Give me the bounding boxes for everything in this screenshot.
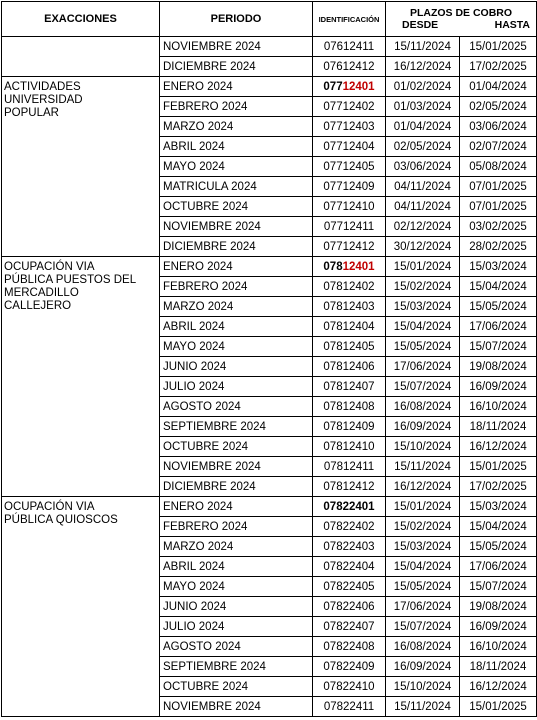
identificacion-cell: 07812404 — [313, 317, 386, 337]
periodo-cell: ENERO 2024 — [160, 497, 313, 517]
periodo-cell: AGOSTO 2024 — [160, 397, 313, 417]
hasta-cell: 19/08/2024 — [460, 357, 537, 377]
identificacion-cell: 07822406 — [313, 597, 386, 617]
periodo-cell: MARZO 2024 — [160, 117, 313, 137]
hasta-cell: 15/01/2025 — [460, 457, 537, 477]
periodo-cell: FEBRERO 2024 — [160, 97, 313, 117]
periodo-cell: JUNIO 2024 — [160, 357, 313, 377]
hasta-cell: 15/01/2025 — [460, 697, 537, 717]
identificacion-cell: 07822403 — [313, 537, 386, 557]
desde-cell: 15/01/2024 — [386, 497, 460, 517]
periodo-cell: DICIEMBRE 2024 — [160, 477, 313, 497]
identificacion-cell: 07712410 — [313, 197, 386, 217]
hasta-cell: 15/03/2024 — [460, 497, 537, 517]
hasta-cell: 28/02/2025 — [460, 237, 537, 257]
identificacion-cell: 07612412 — [313, 57, 386, 77]
identificacion-cell: 07812409 — [313, 417, 386, 437]
identificacion-cell: 07822405 — [313, 577, 386, 597]
exaccion-cell — [2, 37, 160, 77]
desde-cell: 15/03/2024 — [386, 297, 460, 317]
periodo-cell: SEPTIEMBRE 2024 — [160, 417, 313, 437]
hasta-cell: 16/09/2024 — [460, 617, 537, 637]
desde-cell: 15/03/2024 — [386, 537, 460, 557]
identificacion-cell: 07822401 — [313, 497, 386, 517]
periodo-cell: JULIO 2024 — [160, 377, 313, 397]
identificacion-cell: 07822411 — [313, 697, 386, 717]
desde-cell: 15/10/2024 — [386, 437, 460, 457]
exaccion-line: PÚBLICA PUESTOS DEL — [4, 274, 137, 286]
identificacion-cell: 07712411 — [313, 217, 386, 237]
header-hasta: HASTA — [494, 19, 530, 31]
desde-cell: 15/11/2024 — [386, 37, 460, 57]
desde-cell: 03/06/2024 — [386, 157, 460, 177]
hasta-cell: 15/05/2024 — [460, 537, 537, 557]
periodo-cell: ENERO 2024 — [160, 257, 313, 277]
periodo-cell: MAYO 2024 — [160, 157, 313, 177]
identificacion-cell: 07712405 — [313, 157, 386, 177]
hasta-cell: 15/04/2024 — [460, 277, 537, 297]
hasta-cell: 15/07/2024 — [460, 577, 537, 597]
desde-cell: 15/07/2024 — [386, 377, 460, 397]
identificacion-suffix: 12401 — [342, 80, 375, 93]
desde-cell: 16/08/2024 — [386, 397, 460, 417]
cobro-table — [1, 1, 537, 717]
identificacion-cell: 07712403 — [313, 117, 386, 137]
identificacion-cell: 07712404 — [313, 137, 386, 157]
table-row — [2, 37, 537, 57]
hasta-cell: 15/01/2025 — [460, 37, 537, 57]
hasta-cell: 17/02/2025 — [460, 477, 537, 497]
identificacion-cell: 07812410 — [313, 437, 386, 457]
desde-cell: 02/12/2024 — [386, 217, 460, 237]
desde-cell: 15/04/2024 — [386, 317, 460, 337]
hasta-cell: 16/12/2024 — [460, 677, 537, 697]
desde-cell: 17/06/2024 — [386, 357, 460, 377]
exaccion-line: OCUPACIÓN VIA — [4, 261, 95, 273]
desde-cell: 15/05/2024 — [386, 577, 460, 597]
hasta-cell: 07/01/2025 — [460, 177, 537, 197]
periodo-cell: NOVIEMBRE 2024 — [160, 457, 313, 477]
hasta-cell: 19/08/2024 — [460, 597, 537, 617]
desde-cell: 15/07/2024 — [386, 617, 460, 637]
identificacion-cell: 07812411 — [313, 457, 386, 477]
periodo-cell: SEPTIEMBRE 2024 — [160, 657, 313, 677]
desde-cell: 15/05/2024 — [386, 337, 460, 357]
identificacion-cell: 07822409 — [313, 657, 386, 677]
desde-cell: 15/02/2024 — [386, 277, 460, 297]
desde-cell: 15/11/2024 — [386, 697, 460, 717]
periodo-cell: OCTUBRE 2024 — [160, 677, 313, 697]
desde-cell: 01/04/2024 — [386, 117, 460, 137]
exaccion-line: UNIVERSIDAD — [4, 94, 83, 106]
hasta-cell: 05/08/2024 — [460, 157, 537, 177]
desde-cell: 15/02/2024 — [386, 517, 460, 537]
hasta-cell: 03/06/2024 — [460, 117, 537, 137]
hasta-cell: 15/03/2024 — [460, 257, 537, 277]
identificacion-cell: 07812406 — [313, 357, 386, 377]
hasta-cell: 16/10/2024 — [460, 397, 537, 417]
hasta-cell: 16/09/2024 — [460, 377, 537, 397]
header-exacciones: EXACCIONES — [2, 2, 160, 37]
periodo-cell: DICIEMBRE 2024 — [160, 237, 313, 257]
exaccion-line: ACTIVIDADES — [4, 81, 81, 93]
header-plazos-title: PLAZOS DE COBRO — [409, 7, 513, 19]
identificacion-cell: 07822408 — [313, 637, 386, 657]
exaccion-cell — [2, 497, 160, 717]
hasta-cell: 02/07/2024 — [460, 137, 537, 157]
table-row — [2, 497, 537, 517]
exaccion-cell — [2, 77, 160, 257]
periodo-cell: OCTUBRE 2024 — [160, 197, 313, 217]
hasta-cell: 16/12/2024 — [460, 437, 537, 457]
identificacion-cell: 07812408 — [313, 397, 386, 417]
periodo-cell: MARZO 2024 — [160, 537, 313, 557]
identificacion-cell: 07612411 — [313, 37, 386, 57]
periodo-cell: FEBRERO 2024 — [160, 277, 313, 297]
desde-cell: 15/10/2024 — [386, 677, 460, 697]
exaccion-line: CALLEJERO — [4, 300, 72, 312]
hasta-cell: 18/11/2024 — [460, 417, 537, 437]
hasta-cell: 17/06/2024 — [460, 317, 537, 337]
header-periodo: PERIODO — [160, 2, 313, 37]
hasta-cell: 02/05/2024 — [460, 97, 537, 117]
identificacion-prefix: 077 — [323, 80, 343, 93]
desde-cell: 16/09/2024 — [386, 417, 460, 437]
periodo-cell: JULIO 2024 — [160, 617, 313, 637]
periodo-cell: NOVIEMBRE 2024 — [160, 697, 313, 717]
periodo-cell: DICIEMBRE 2024 — [160, 57, 313, 77]
identificacion-cell: 07822407 — [313, 617, 386, 637]
periodo-cell: ABRIL 2024 — [160, 317, 313, 337]
desde-cell: 16/12/2024 — [386, 57, 460, 77]
desde-cell: 01/02/2024 — [386, 77, 460, 97]
desde-cell: 15/11/2024 — [386, 457, 460, 477]
identificacion-cell: 07712412 — [313, 237, 386, 257]
periodo-cell: FEBRERO 2024 — [160, 517, 313, 537]
header-plazos — [386, 2, 537, 37]
desde-cell: 15/01/2024 — [386, 257, 460, 277]
hasta-cell: 17/02/2025 — [460, 57, 537, 77]
table-row — [2, 257, 537, 277]
periodo-cell: ABRIL 2024 — [160, 557, 313, 577]
identificacion-cell: 07812405 — [313, 337, 386, 357]
desde-cell: 30/12/2024 — [386, 237, 460, 257]
periodo-cell: MAYO 2024 — [160, 577, 313, 597]
exaccion-line: PÚBLICA QUIOSCOS — [4, 514, 118, 526]
hasta-cell: 15/07/2024 — [460, 337, 537, 357]
identificacion-cell: 07822410 — [313, 677, 386, 697]
identificacion-cell — [313, 77, 386, 97]
desde-cell: 04/11/2024 — [386, 177, 460, 197]
exaccion-cell — [2, 257, 160, 497]
desde-cell: 02/05/2024 — [386, 137, 460, 157]
desde-cell: 16/12/2024 — [386, 477, 460, 497]
table-body — [2, 37, 537, 717]
identificacion-cell: 07822402 — [313, 517, 386, 537]
identificacion-prefix: 078 — [323, 260, 343, 273]
header-desde: DESDE — [402, 19, 439, 31]
desde-cell: 04/11/2024 — [386, 197, 460, 217]
exaccion-line: POPULAR — [4, 107, 59, 119]
periodo-cell: MATRICULA 2024 — [160, 177, 313, 197]
periodo-cell: AGOSTO 2024 — [160, 637, 313, 657]
periodo-cell: JUNIO 2024 — [160, 597, 313, 617]
identificacion-cell: 07812412 — [313, 477, 386, 497]
identificacion-cell — [313, 257, 386, 277]
identificacion-cell: 07812407 — [313, 377, 386, 397]
exaccion-line: MERCADILLO — [4, 287, 79, 299]
periodo-cell: MARZO 2024 — [160, 297, 313, 317]
hasta-cell: 16/10/2024 — [460, 637, 537, 657]
desde-cell: 15/04/2024 — [386, 557, 460, 577]
hasta-cell: 17/06/2024 — [460, 557, 537, 577]
identificacion-suffix: 12401 — [342, 260, 375, 273]
table-row — [2, 77, 537, 97]
periodo-cell: ENERO 2024 — [160, 77, 313, 97]
hasta-cell: 18/11/2024 — [460, 657, 537, 677]
periodo-cell: NOVIEMBRE 2024 — [160, 37, 313, 57]
hasta-cell: 15/05/2024 — [460, 297, 537, 317]
exaccion-line: OCUPACIÓN VIA — [4, 501, 95, 513]
identificacion-cell: 07712409 — [313, 177, 386, 197]
periodo-cell: ABRIL 2024 — [160, 137, 313, 157]
periodo-cell: OCTUBRE 2024 — [160, 437, 313, 457]
hasta-cell: 15/04/2024 — [460, 517, 537, 537]
desde-cell: 01/03/2024 — [386, 97, 460, 117]
hasta-cell: 03/02/2025 — [460, 217, 537, 237]
identificacion-cell: 07812403 — [313, 297, 386, 317]
identificacion-cell: 07822404 — [313, 557, 386, 577]
identificacion-cell: 07812402 — [313, 277, 386, 297]
header-identificacion: IDENTIFICACIÓN — [313, 2, 386, 37]
periodo-cell: MAYO 2024 — [160, 337, 313, 357]
desde-cell: 16/08/2024 — [386, 637, 460, 657]
desde-cell: 16/09/2024 — [386, 657, 460, 677]
hasta-cell: 01/04/2024 — [460, 77, 537, 97]
header-row — [2, 2, 537, 37]
hasta-cell: 07/01/2025 — [460, 197, 537, 217]
periodo-cell: NOVIEMBRE 2024 — [160, 217, 313, 237]
identificacion-cell: 07712402 — [313, 97, 386, 117]
desde-cell: 17/06/2024 — [386, 597, 460, 617]
